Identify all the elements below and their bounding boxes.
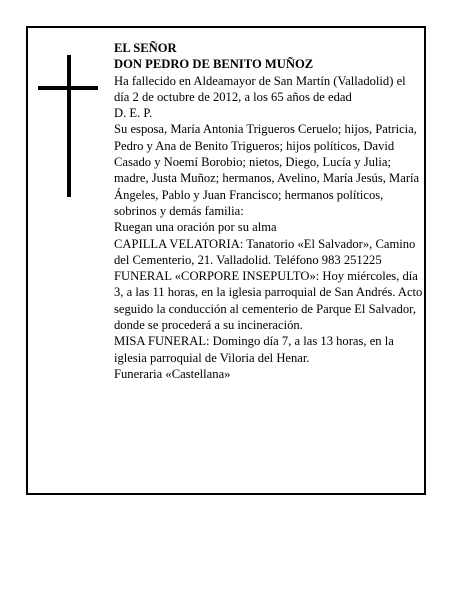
death-announcement: Ha fallecido en Aldeamayor de San Martín (Valladolid) el día 2 de octubre de 2012, a los 65 años de edad — [114, 73, 406, 104]
funeral-info: FUNERAL «CORPORE INSEPULTO»: Hoy miércoles, día 3, a las 11 horas, en la iglesia parroquial de San Andrés. Acto seguido la conducción al cementerio de Parque El Salvador, donde se procederá a su incineración. — [114, 269, 423, 333]
rip-line: D. E. P. — [114, 106, 153, 121]
wake-chapel-info: CAPILLA VELATORIA: Tanatorio «El Salvador», Camino del Cementerio, 21. Valladolid. Teléfono 983 251225 — [114, 236, 416, 267]
cross-vertical-bar — [67, 55, 71, 197]
family-list: Su esposa, María Antonia Trigueros Ceruelo; hijos, Patricia, Pedro y Ana de Benito Trigueros; hijos políticos, David Casado y Noemí Borobio; nietos, Diego, Lucía y Julia; madre, Justa Muñoz; hermanos, Avelino, María Jesús, María Ángeles, Pablo y Juan Francisco; hermanos políticos, sobrinos y demás familia: — [114, 122, 420, 218]
obituary-text — [114, 40, 424, 382]
title-line: EL SEÑOR — [114, 41, 177, 55]
prayer-request: Ruegan una oración por su alma — [114, 220, 277, 235]
obituary-notice — [26, 26, 426, 495]
funeral-mass-info: MISA FUNERAL: Domingo día 7, a las 13 horas, en la iglesia parroquial de Viloria del Henar. — [114, 334, 394, 365]
deceased-name: DON PEDRO DE BENITO MUÑOZ — [114, 57, 314, 72]
cross-horizontal-bar — [38, 86, 98, 90]
funeral-home: Funeraria «Castellana» — [114, 366, 231, 381]
